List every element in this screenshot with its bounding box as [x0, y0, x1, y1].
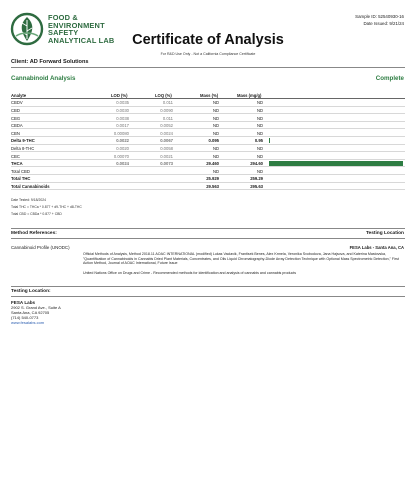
cell-mass-pct: 29.563: [206, 183, 219, 189]
lab-name: FESA Labs: [11, 300, 36, 305]
cell-mass-mg: 0.95: [254, 138, 263, 144]
cell-analyte: Total THC: [11, 176, 31, 182]
cannabinoid-table: [11, 91, 405, 190]
cell-lod: 0.0022: [116, 138, 129, 144]
logo-line: FOOD &: [48, 13, 78, 22]
cell-loq: 0.011: [162, 115, 173, 121]
cell-analyte: CBD: [11, 107, 20, 113]
cell-mass-mg: ND: [256, 123, 263, 129]
table-row: [11, 183, 405, 191]
divider: [11, 296, 405, 297]
header-lod: LOD (%): [111, 92, 128, 98]
cell-mass-pct: ND: [212, 145, 219, 151]
lab-logo-icon: [10, 12, 44, 46]
total-cbd-formula: Total CBD = CBDa * 0.877 + CBD: [11, 212, 62, 216]
table-row: [11, 145, 405, 153]
cell-mass-mg: 294.60: [250, 161, 263, 167]
testing-location-title: Testing Location:: [11, 289, 51, 294]
lab-phone: (714) 540-0773: [11, 315, 39, 320]
method-reference-2: United Nations Office on Drugs and Crime - Recommended methods for identification and analysis of cannabis and cannabis products: [83, 271, 297, 275]
cell-loq: 0.011: [162, 100, 173, 106]
method-references-title: Method References:: [11, 231, 57, 236]
divider: [11, 286, 405, 287]
cell-loq: 0.0090: [160, 107, 173, 113]
header-analyte: Analyte: [11, 92, 27, 98]
cell-mass-mg: 295.63: [250, 183, 263, 189]
table-body: [11, 99, 405, 190]
cell-analyte: THCA: [11, 161, 23, 167]
cell-mass-pct: ND: [212, 100, 219, 106]
cell-mass-pct: ND: [212, 168, 219, 174]
table-row: [11, 152, 405, 160]
cell-analyte: Total CBD: [11, 168, 30, 174]
method-name: Cannabinoid Profile (UNODC): [11, 245, 70, 250]
logo-line: ANALYTICAL LAB: [48, 35, 115, 45]
cell-mass-pct: 25.929: [206, 176, 219, 182]
cell-mass-pct: 29.460: [206, 161, 219, 167]
cell-analyte: CBC: [11, 153, 20, 159]
lab-logo: [10, 10, 115, 50]
cell-analyte: CBG: [11, 115, 21, 121]
cell-lod: 0.0038: [116, 115, 129, 121]
cell-loq: 0.0021: [160, 153, 173, 159]
cell-mass-mg: ND: [256, 153, 263, 159]
cell-analyte: Total Cannabinoids: [11, 183, 50, 189]
cell-analyte: CBDV: [11, 100, 23, 106]
cell-mass-mg: ND: [256, 107, 263, 113]
table-row: [11, 175, 405, 183]
cell-loq: 0.0073: [160, 161, 173, 167]
cell-mass-pct: ND: [212, 130, 219, 136]
date-issued: Date Issued: 9/21/24: [363, 21, 404, 26]
lab-address-line: 2902 S. Grand Ave., Suite A: [11, 305, 61, 310]
table-row: [11, 160, 405, 168]
table-row: [11, 129, 405, 137]
cell-mass-mg: ND: [256, 100, 263, 106]
date-tested: Date Tested: 9/18/2024: [11, 198, 46, 202]
divider: [11, 67, 405, 68]
header-mass-mg: Mass (mg/g): [237, 92, 262, 98]
cell-mass-mg: 259.29: [250, 176, 263, 182]
cell-mass-pct: ND: [212, 115, 219, 121]
page-subtitle: For R&D Use Only - Not a California Compliance Certificate: [160, 52, 256, 56]
table-row: [11, 107, 405, 115]
lab-logo-wordmark: [48, 14, 138, 44]
divider: [11, 228, 405, 229]
cell-mass-mg: ND: [256, 130, 263, 136]
testing-location-label: Testing Location: [365, 231, 404, 236]
method-lab: FESA Labs - Santa Ana, CA: [349, 245, 404, 250]
cell-analyte: Delta 8-THC: [11, 145, 35, 151]
logo-line: ENVIRONMENT: [48, 20, 105, 30]
divider: [11, 238, 405, 239]
logo-line: SAFETY: [48, 28, 79, 38]
cell-analyte: Delta 9-THC: [11, 138, 35, 144]
header-mass-pct: Mass (%): [200, 92, 219, 98]
table-row: [11, 122, 405, 130]
cell-lod: 0.00070: [113, 153, 129, 159]
mass-bar: [269, 161, 403, 166]
cell-loq: 0.0024: [160, 130, 173, 136]
cell-mass-pct: ND: [212, 107, 219, 113]
cell-loq: 0.0052: [160, 123, 173, 129]
table-header: [11, 91, 405, 99]
header-loq: LOQ (%): [155, 92, 172, 98]
cell-mass-pct: 0.095: [208, 138, 219, 144]
table-row: [11, 137, 405, 145]
cell-lod: 0.0017: [116, 123, 129, 129]
status-badge: Complete: [375, 75, 404, 82]
cell-loq: 0.0058: [160, 145, 173, 151]
cell-lod: 0.0030: [116, 107, 129, 113]
cell-mass-pct: ND: [212, 123, 219, 129]
cell-analyte: CBDA: [11, 123, 23, 129]
cell-mass-pct: ND: [212, 153, 219, 159]
lab-address-line: Santa Ana, CA 92705: [11, 310, 50, 315]
method-reference-1: Official Methods of Analysis, Method 2018.11 AOAC INTERNATIONAL (modified) Lukas Vaclavik, Frantisek Benes, Alex Krmela, Veronika Svobodova, Jana Hajsova, and Katerina Mastovska, "Quantification of Cannabinoids in Cannabis Dried Plant Materials, Concentrates, and Oils Liquid Chromatography-Diode Array Detection Technique with Optional Mass Spectrometric Detection," First Action Method, Journal of AOAC International, Future Issue: [83, 252, 399, 266]
mass-bar: [269, 138, 270, 143]
cell-loq: 0.0067: [160, 138, 173, 144]
cell-mass-mg: ND: [256, 168, 263, 174]
cell-lod: 0.00080: [113, 130, 129, 136]
lab-website-link[interactable]: www.fesalabs.com: [11, 320, 45, 325]
section-title: Cannabinoid Analysis: [11, 75, 76, 82]
cell-analyte: CBN: [11, 130, 20, 136]
cell-mass-mg: ND: [256, 145, 263, 151]
table-row: [11, 167, 405, 175]
cell-lod: 0.0020: [116, 145, 129, 151]
sample-id: Sample ID: 52540930-16: [355, 14, 404, 19]
cell-mass-mg: ND: [256, 115, 263, 121]
cell-lod: 0.0024: [116, 161, 129, 167]
page-title: Certificate of Analysis: [132, 32, 284, 48]
client-name: Client: AD Forward Solutions: [11, 59, 89, 65]
table-row: [11, 114, 405, 122]
lab-address: [11, 300, 61, 325]
total-thc-formula: Total THC = THCa * 0.877 + d9-THC + d8-THC: [11, 205, 82, 209]
table-row: [11, 99, 405, 107]
cell-lod: 0.0035: [116, 100, 129, 106]
